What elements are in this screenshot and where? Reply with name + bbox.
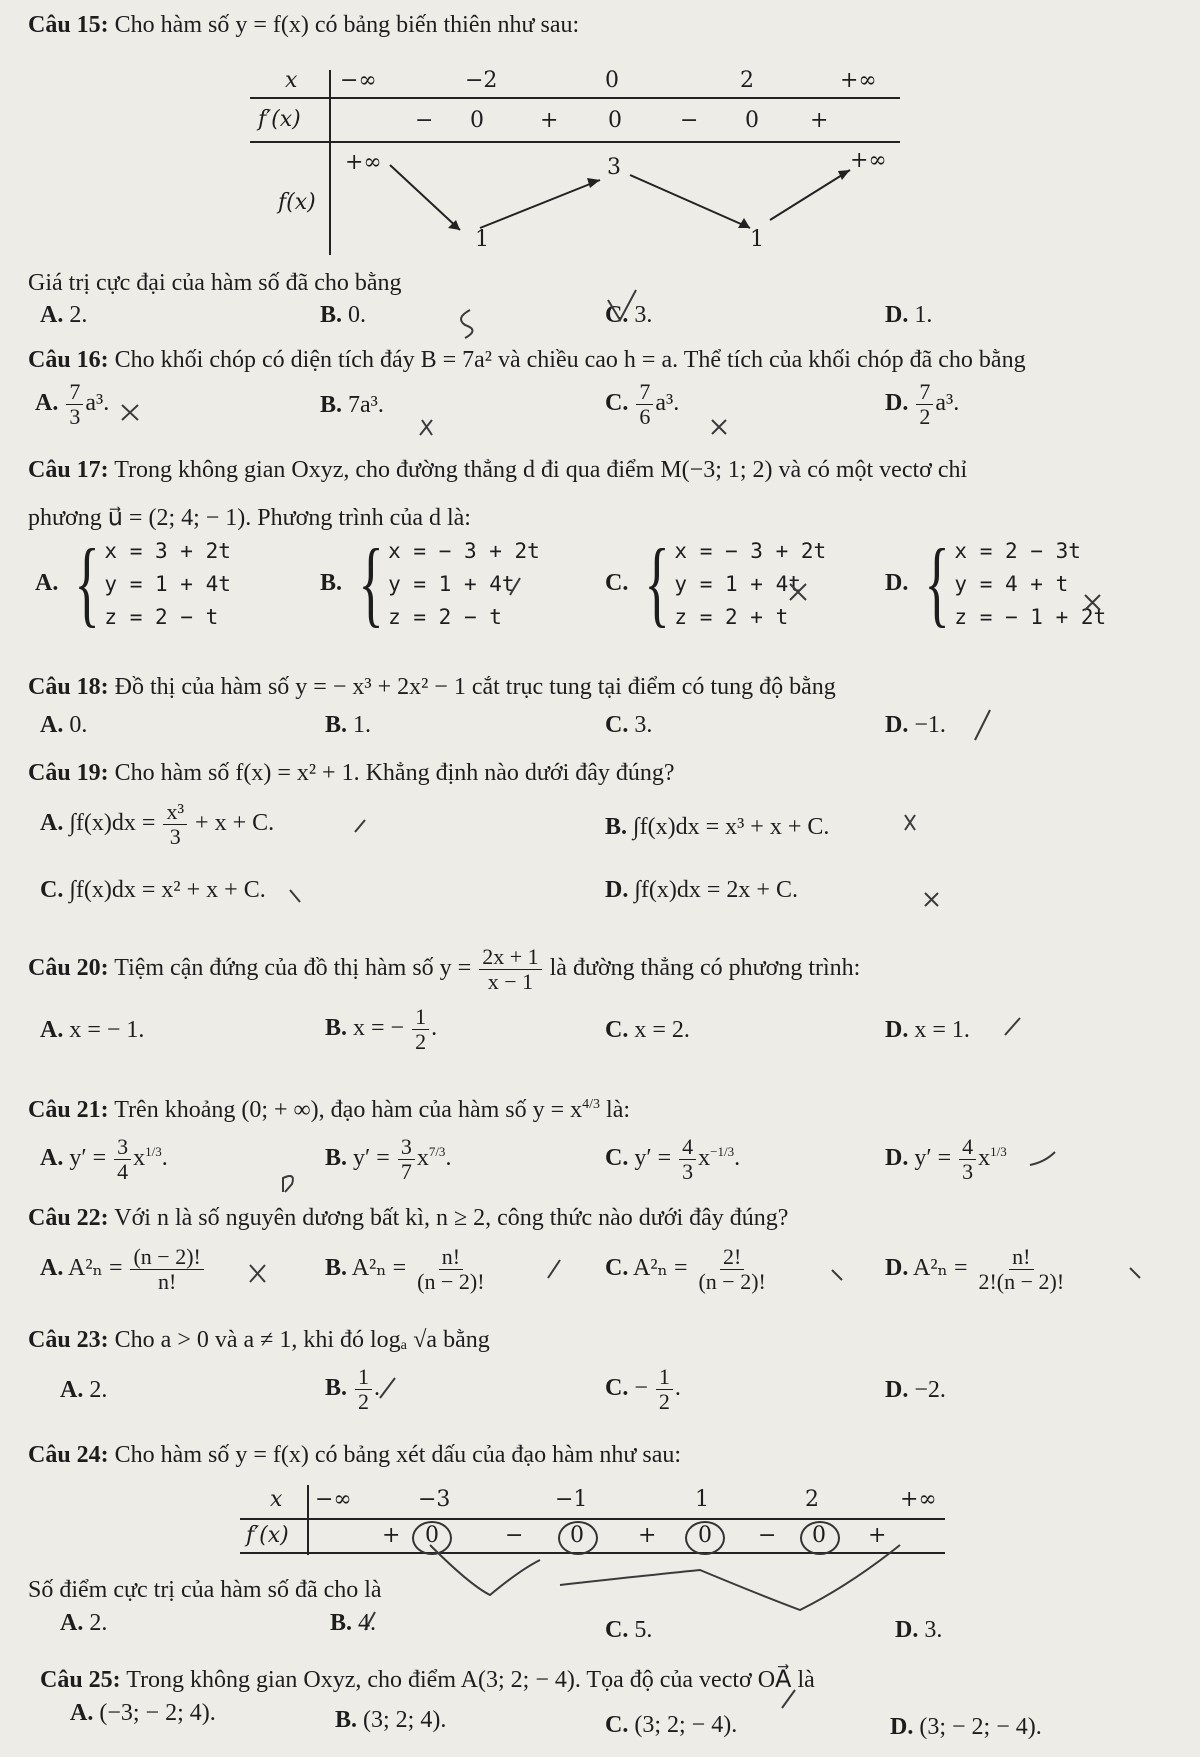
sign: + xyxy=(868,1523,887,1548)
question-text: Cho a > 0 và a ≠ 1, khi đó logₐ √a bằng xyxy=(114,1327,490,1353)
f-value: +∞ xyxy=(850,148,887,173)
choice-a[interactable]: A. 0. xyxy=(40,712,88,738)
cross-mark xyxy=(832,1270,842,1280)
sign: + xyxy=(382,1523,401,1548)
check-mark xyxy=(380,1378,395,1398)
choice-c[interactable]: C. 3. xyxy=(605,302,653,328)
question-label: Câu 23: xyxy=(28,1327,109,1353)
choice-d[interactable]: D. 3. xyxy=(895,1617,943,1643)
choice-a[interactable]: A. A²ₙ = $\frac{(n - 2)!}{n!}$ xyxy=(40,1245,206,1294)
question-24-prompt: Số điểm cực trị của hàm số đã cho là xyxy=(28,1577,382,1603)
handwritten-curve xyxy=(560,1545,900,1610)
question-label: Câu 21: xyxy=(28,1097,109,1123)
x-label: x xyxy=(285,68,298,93)
question-21: Câu 21: Trên khoảng (0; + ∞), đạo hàm của hàm số $y = x^{4/3}$ là: xyxy=(28,1097,631,1123)
choice-c[interactable]: C. y′ = $\frac{4}{3}$ $x^{-1/3}$. xyxy=(605,1134,741,1184)
cross-mark xyxy=(905,815,915,830)
f-label: f(x) xyxy=(278,190,316,215)
choice-a[interactable]: A. (−3; − 2; 4). xyxy=(70,1700,216,1726)
cross-mark xyxy=(1085,595,1100,610)
question-label: Câu 22: xyxy=(28,1205,109,1231)
choice-d[interactable]: D. (3; − 2; − 4). xyxy=(890,1714,1042,1740)
sign: 0 xyxy=(570,1523,584,1548)
handwritten-curve xyxy=(430,1545,540,1595)
choice-b[interactable]: B. 1. xyxy=(325,712,372,738)
choice-b[interactable]: B. 4. xyxy=(330,1610,377,1636)
question-25 xyxy=(40,1665,815,1695)
question-label: Câu 24: xyxy=(28,1442,109,1468)
choice-a[interactable]: A. y′ = $\frac{3}{4}$ $x^{1/3}$. xyxy=(40,1134,168,1184)
choice-d[interactable]: D. $\frac{7}{2}$ a³. xyxy=(885,379,960,429)
choice-d[interactable]: D. −2. xyxy=(885,1377,946,1403)
handwritten-scribble xyxy=(283,1176,293,1192)
choice-d[interactable]: D. 1. xyxy=(885,302,933,328)
choice-a[interactable]: A. 2. xyxy=(60,1610,108,1636)
cross-mark xyxy=(290,890,300,902)
cross-mark xyxy=(122,405,138,420)
choice-d[interactable]: D. { x = 2 − 3t y = 4 + t z = − 1 + 2t xyxy=(885,529,1107,636)
question-text: Với n là số nguyên dương bất kì, n ≥ 2, công thức nào dưới đây đúng? xyxy=(114,1205,789,1231)
choice-a[interactable]: A. 2. xyxy=(40,302,88,328)
x-value: 1 xyxy=(695,1487,709,1512)
x-value: −3 xyxy=(418,1487,451,1512)
question-text: Cho khối chóp có diện tích đáy B = 7a² và chiều cao h = a. Thể tích của khối chóp đã cho bằng xyxy=(114,347,1026,373)
sign: + xyxy=(540,108,559,133)
choice-b[interactable]: B. $\frac{1}{2}$ . xyxy=(325,1364,381,1414)
choice-c[interactable]: C. 5. xyxy=(605,1617,653,1643)
x-value: 0 xyxy=(605,68,619,93)
choice-d[interactable]: D. x = 1. xyxy=(885,1017,970,1043)
choice-b[interactable]: B. x = − $\frac{1}{2}$ . xyxy=(325,1004,438,1054)
question-label: Câu 25: xyxy=(40,1667,121,1693)
choice-d[interactable]: D. −1. xyxy=(885,712,946,738)
choice-c[interactable]: C. A²ₙ = $\frac{2!}{(n - 2)!}$ xyxy=(605,1244,766,1294)
choice-a[interactable]: A. { x = 3 + 2t y = 1 + 4t z = 2 − t xyxy=(35,529,231,636)
choice-c[interactable]: C. x = 2. xyxy=(605,1017,690,1043)
check-mark xyxy=(1005,1018,1020,1035)
question-17-line2: phương u⃗ = (2; 4; − 1). Phương trình của d là: xyxy=(28,505,471,531)
choice-b[interactable]: B. { x = − 3 + 2t y = 1 + 4t z = 2 − t xyxy=(320,529,540,636)
check-mark xyxy=(355,820,365,832)
cross-mark xyxy=(420,420,432,435)
question-text: Trong không gian Oxyz, cho điểm A(3; 2; − 4). Tọa độ của vectơ OA⃗ là xyxy=(126,1667,815,1693)
x-value: +∞ xyxy=(900,1487,937,1512)
choice-b[interactable]: B. 0. xyxy=(320,302,367,328)
x-value: −2 xyxy=(465,68,498,93)
sign: 0 xyxy=(608,108,622,133)
sign: − xyxy=(415,108,434,133)
question-label: Câu 15: xyxy=(28,12,109,38)
cross-mark xyxy=(925,893,938,906)
choice-c[interactable]: C. { x = − 3 + 2t y = 1 + 4t z = 2 + t xyxy=(605,529,827,636)
fprime-label: f′(x) xyxy=(258,107,301,132)
question-label: Câu 18: xyxy=(28,674,109,700)
question-20: Câu 20: Tiệm cận đứng của đồ thị hàm số y = $\frac{2x + 1}{x - 1}$ là đường thẳng có phương trình: xyxy=(28,944,861,994)
handwritten-scribble xyxy=(461,310,473,338)
choice-c[interactable]: C. $\frac{7}{6}$ a³. xyxy=(605,379,680,429)
x-value: −∞ xyxy=(340,68,377,93)
sign: 0 xyxy=(812,1523,826,1548)
f-value: 1 xyxy=(475,227,489,252)
choice-d[interactable]: D. A²ₙ = $\frac{n!}{2!(n - 2)!}$ xyxy=(885,1244,1065,1294)
choice-c[interactable]: C. (3; 2; − 4). xyxy=(605,1712,738,1738)
check-mark xyxy=(510,578,520,595)
check-mark xyxy=(1030,1152,1055,1165)
choice-b[interactable]: B. 7a³. xyxy=(320,392,384,418)
question-text: Cho hàm số y = f(x) có bảng biến thiên như sau: xyxy=(114,12,580,38)
sign: − xyxy=(505,1523,524,1548)
sign: − xyxy=(680,108,699,133)
choice-d[interactable]: D. y′ = $\frac{4}{3}$ $x^{1/3}$ xyxy=(885,1134,1007,1184)
sign: + xyxy=(638,1523,657,1548)
choice-b[interactable]: B. (3; 2; 4). xyxy=(335,1707,447,1733)
choice-b[interactable]: B. y′ = $\frac{3}{7}$ $x^{7/3}$. xyxy=(325,1134,452,1184)
cross-mark xyxy=(712,420,726,434)
x-value: −∞ xyxy=(315,1487,352,1512)
choice-a[interactable]: A. $\frac{7}{3}$ a³. xyxy=(35,379,110,429)
question-label: Câu 19: xyxy=(28,760,109,786)
check-mark xyxy=(548,1260,560,1278)
f-value: +∞ xyxy=(345,150,382,175)
sign: + xyxy=(810,108,829,133)
choice-a[interactable]: A. 2. xyxy=(60,1377,108,1403)
choice-a[interactable]: A. x = − 1. xyxy=(40,1017,145,1043)
choice-a[interactable]: A. ∫f(x)dx = $\frac{\text{x³}}{3}$ + x + C. xyxy=(40,799,275,849)
cross-mark xyxy=(250,1265,265,1282)
question-text: Tiệm cận đứng của đồ thị hàm số y = xyxy=(114,955,472,982)
cross-mark xyxy=(1130,1268,1140,1278)
x-value: −1 xyxy=(555,1487,588,1512)
sign: 0 xyxy=(745,108,759,133)
x-value: 2 xyxy=(805,1487,819,1512)
question-label: Câu 17: xyxy=(28,457,109,483)
sign: − xyxy=(758,1523,777,1548)
question-text: Cho hàm số f(x) = x² + 1. Khẳng định nào dưới đây đúng? xyxy=(114,760,675,786)
question-text: Trong không gian Oxyz, cho đường thẳng d đi qua điểm M(−3; 1; 2) và có một vectơ chỉ xyxy=(114,457,968,483)
question-label: Câu 20: xyxy=(28,955,109,982)
f-value: 1 xyxy=(750,227,764,252)
fprime-label: f′(x) xyxy=(246,1523,289,1548)
sign: 0 xyxy=(470,108,484,133)
question-label: Câu 16: xyxy=(28,347,109,373)
check-mark xyxy=(975,710,990,740)
choice-c[interactable]: C. − $\frac{1}{2}$ . xyxy=(605,1364,681,1414)
question-text: Cho hàm số y = f(x) có bảng xét dấu của đạo hàm như sau: xyxy=(114,1442,682,1468)
sign: 0 xyxy=(425,1523,439,1548)
x-label: x xyxy=(270,1487,283,1512)
choice-c[interactable]: C. 3. xyxy=(605,712,653,738)
sign: 0 xyxy=(698,1523,712,1548)
check-mark xyxy=(608,290,636,320)
choice-b[interactable]: B. ∫f(x)dx = x³ + x + C. xyxy=(605,814,830,840)
question-text: Đồ thị của hàm số y = − x³ + 2x² − 1 cắt trục tung tại điểm có tung độ bằng xyxy=(114,674,836,700)
choice-c[interactable]: C. ∫f(x)dx = x² + x + C. xyxy=(40,877,266,903)
choice-d[interactable]: D. ∫f(x)dx = 2x + C. xyxy=(605,877,798,903)
choice-b[interactable]: B. A²ₙ = $\frac{n!}{(n - 2)!}$ xyxy=(325,1244,485,1294)
cross-mark xyxy=(790,584,806,600)
question-15-prompt: Giá trị cực đại của hàm số đã cho bằng xyxy=(28,270,402,296)
x-value: +∞ xyxy=(840,68,877,93)
f-value: 3 xyxy=(607,155,621,180)
question-text: Trên khoảng (0; + ∞), đạo hàm của hàm số y = x xyxy=(114,1097,583,1123)
x-value: 2 xyxy=(740,68,754,93)
